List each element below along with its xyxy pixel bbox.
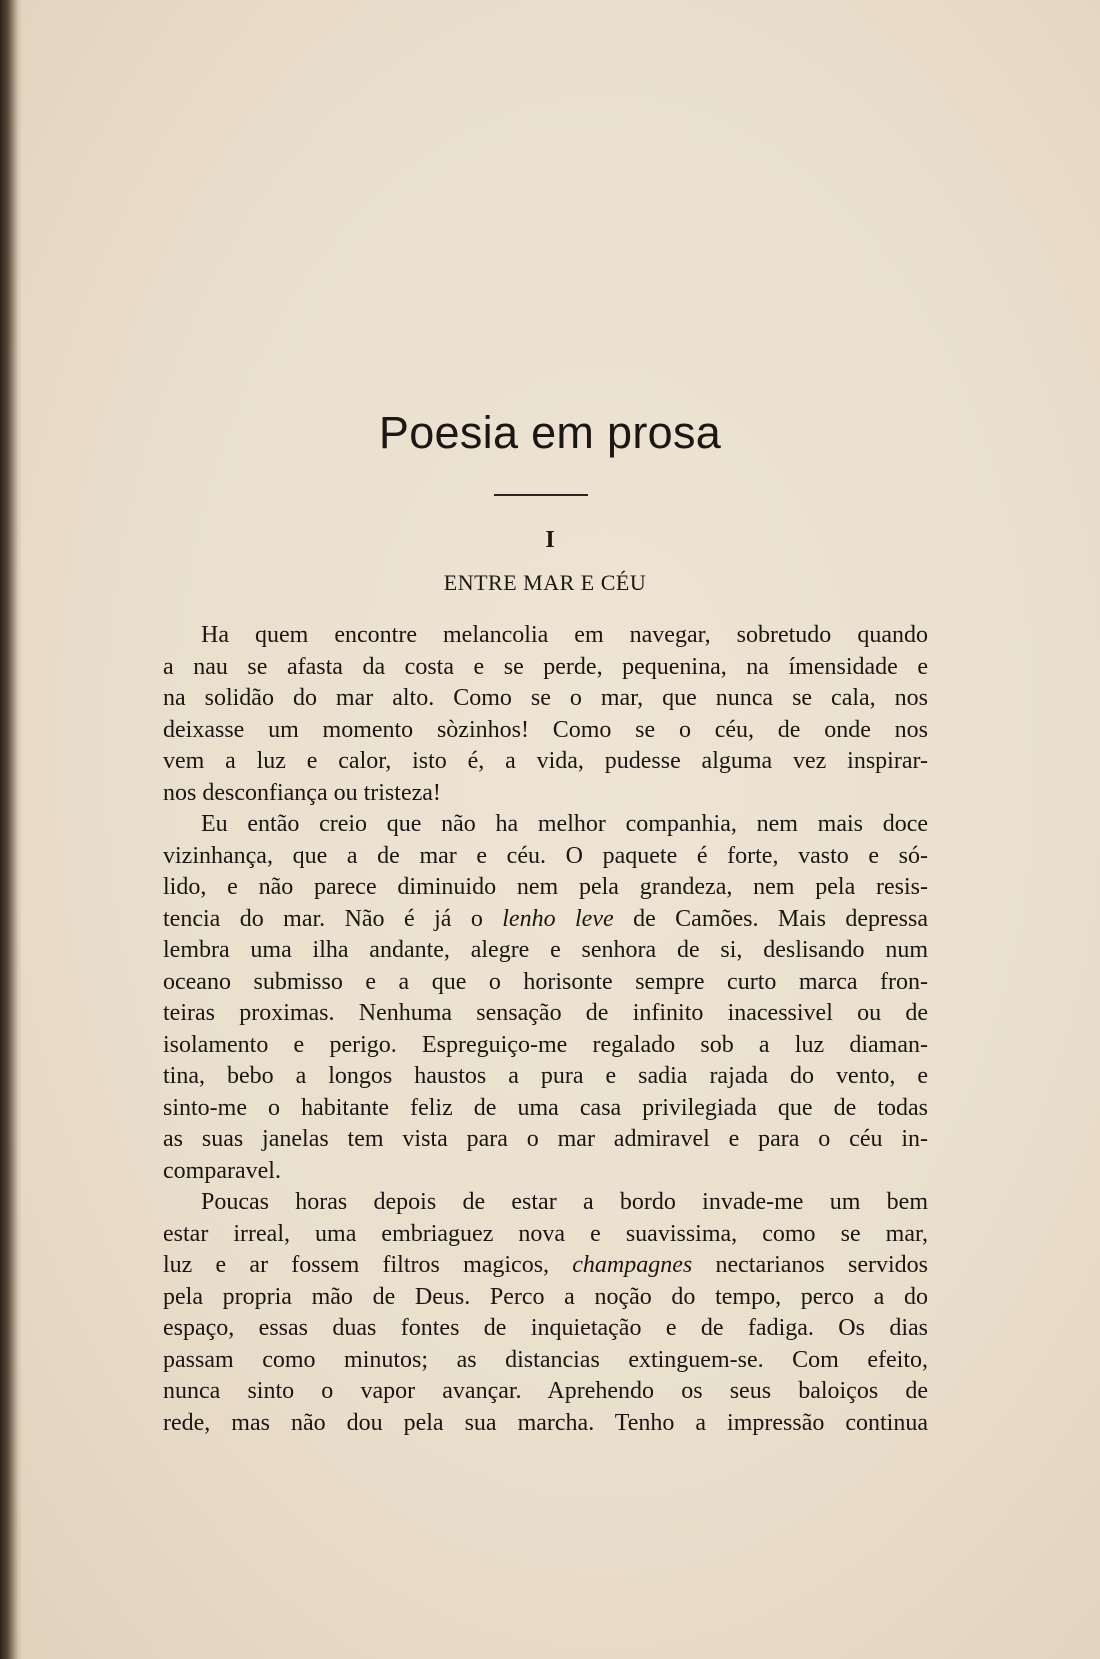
text-line: comparavel. (163, 1157, 281, 1184)
section-numeral: I (545, 527, 555, 553)
text-line: tina, bebo a longos haustos a pura e sadia rajada do vento, e (163, 1063, 928, 1089)
text-line: teiras proximas. Nenhuma sensação de infinito inacessivel ou de (163, 1000, 928, 1026)
body-text (163, 620, 928, 1439)
text-line: Ha quem encontre melancolia em navegar, sobretudo quando (201, 622, 928, 648)
show-through-texture (160, 125, 920, 218)
text-line: na solidão do mar alto. Como se o mar, que nunca se cala, nos (163, 685, 928, 711)
spine-shadow (0, 0, 22, 1659)
page-title: Poesia em prosa (378, 407, 722, 458)
text-segment: nectarianos servidos (692, 1252, 928, 1278)
text-line: vem a luz e calor, isto é, a vida, pudesse alguma vez inspirar- (163, 748, 928, 774)
text-line: as suas janelas tem vista para o mar admiravel e para o céu in- (163, 1126, 928, 1152)
text-line: sinto-me o habitante feliz de uma casa privilegiada que de todas (163, 1094, 928, 1121)
paragraph (163, 809, 928, 1187)
text-line: deixasse um momento sòzinhos! Como se o céu, de onde nos (163, 716, 928, 743)
text-line-with-italic (163, 904, 928, 936)
text-line: Eu então creio que não ha melhor companhia, nem mais doce (201, 811, 928, 837)
text-line: lido, e não parece diminuido nem pela grandeza, nem pela resis- (163, 874, 928, 900)
text-line-with-italic (163, 1250, 928, 1282)
text-line: espaço, essas duas fontes de inquietação e de fadiga. Os dias (163, 1315, 928, 1341)
text-line: vizinhança, que a de mar e céu. O paquete é forte, vasto e só- (163, 842, 928, 869)
text-line: lembra uma ilha andante, alegre e senhora de si, deslisando num (163, 937, 928, 963)
text-segment: luz e ar fossem filtros magicos, (163, 1252, 573, 1278)
paragraph (163, 1187, 928, 1439)
chapter-title: ENTRE MAR E CÉU (443, 570, 647, 595)
text-line: Poucas horas depois de estar a bordo invade-me um bem (201, 1189, 928, 1215)
text-segment: tencia do mar. Não é já o (163, 905, 503, 932)
text-line: rede, mas não dou pela sua marcha. Tenho a impressão continua (163, 1409, 928, 1436)
text-line: nos desconfiança ou tristeza! (163, 779, 441, 806)
text-line: oceano submisso e a que o horisonte sempre curto marca fron- (163, 968, 928, 995)
paragraph (163, 620, 928, 809)
text-line: passam como minutos; as distancias extinguem-se. Com efeito, (163, 1346, 928, 1373)
text-line: isolamento e perigo. Espreguiço-me regalado sob a luz diaman- (163, 1031, 928, 1058)
text-line: estar irreal, uma embriaguez nova e suavissima, como se mar, (163, 1220, 928, 1247)
text-line: pela propria mão de Deus. Perco a noção do tempo, perco a do (163, 1283, 928, 1310)
text-segment: de Camões. Mais depressa (613, 905, 928, 932)
text-line: a nau se afasta da costa e se perde, pequenina, na ímensidade e (163, 653, 928, 680)
italic-phrase: lenho leve (502, 905, 614, 932)
text-line: nunca sinto o vapor avançar. Aprehendo os seus baloiços de (163, 1378, 928, 1404)
title-rule (494, 494, 588, 496)
italic-phrase: champagnes (572, 1252, 693, 1278)
